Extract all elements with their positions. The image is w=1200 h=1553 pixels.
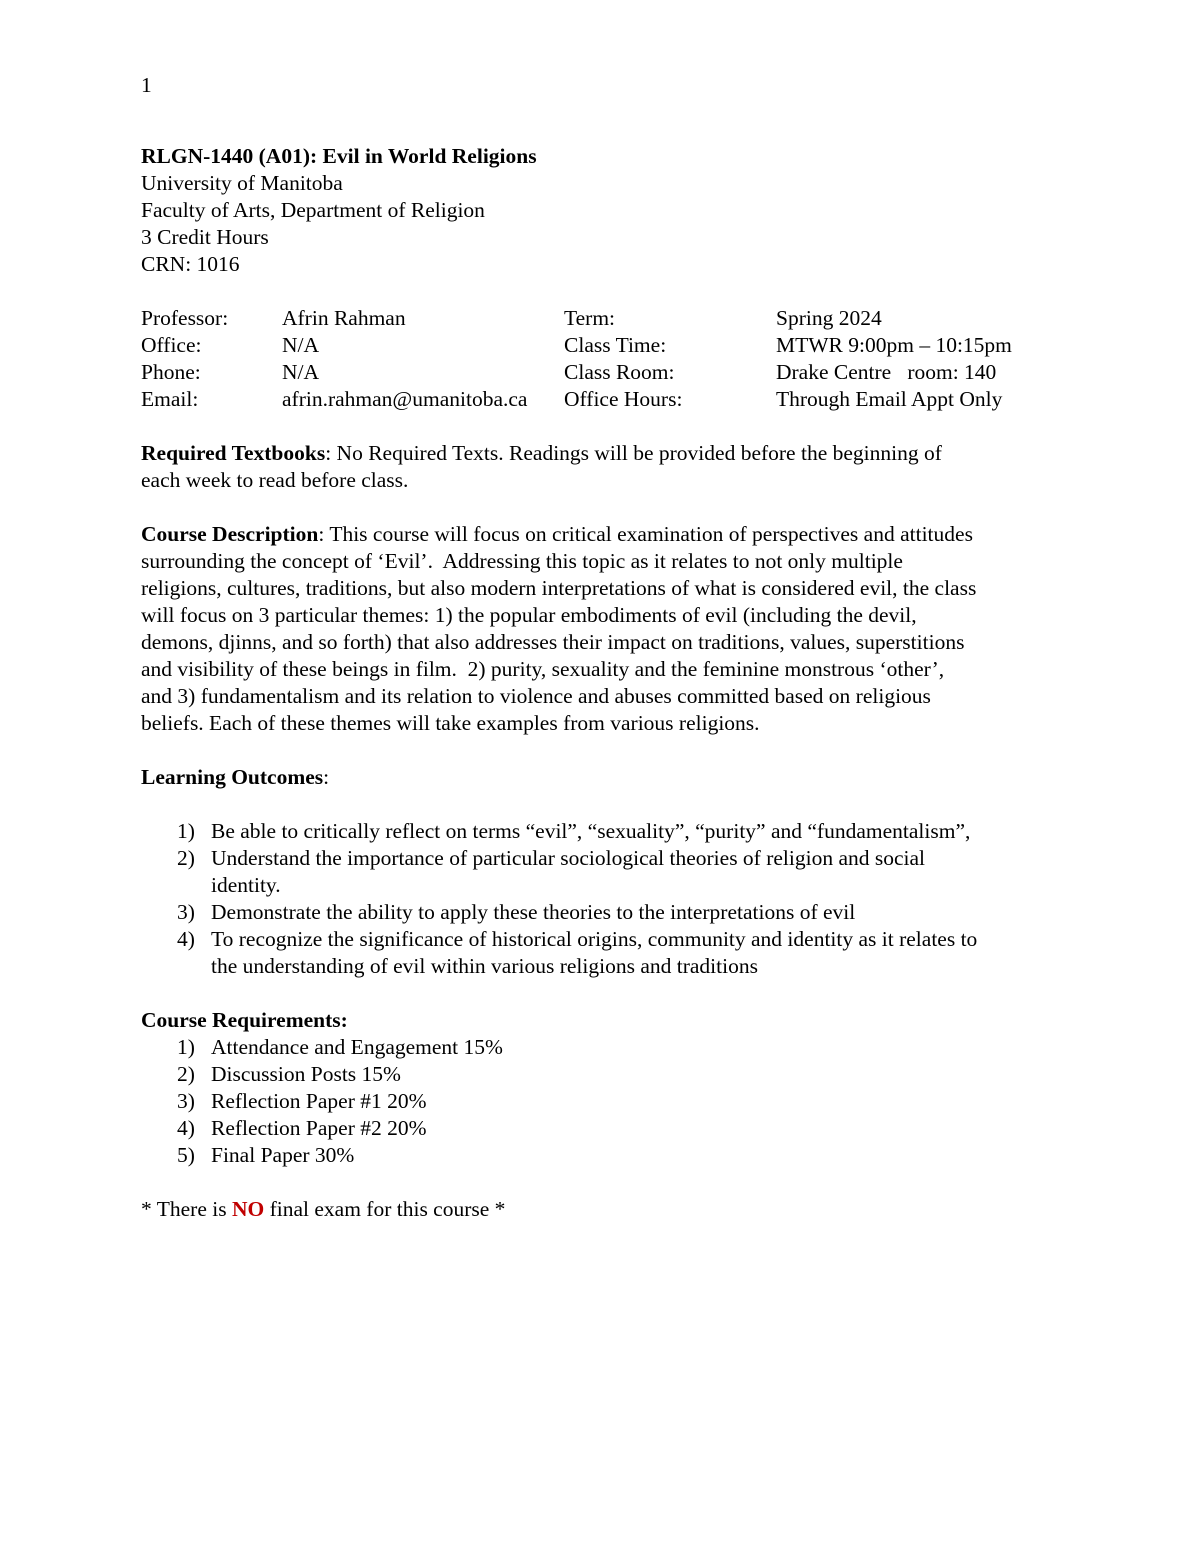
list-item bbox=[141, 1142, 1071, 1169]
list-item-text: Final Paper 30% bbox=[211, 1143, 355, 1167]
list-item-text: the understanding of evil within various religions and traditions bbox=[211, 954, 758, 978]
list-item-text: Be able to critically reflect on terms “evil”, “sexuality”, “purity” and “fundamentalism”, bbox=[211, 819, 971, 843]
required-textbooks-label: Required Textbooks bbox=[141, 441, 326, 465]
list-number: 3) bbox=[177, 900, 195, 924]
course-description-line: demons, djinns, and so forth) that also addresses their impact on traditions, values, superstitions bbox=[141, 630, 965, 654]
list-item-text: Attendance and Engagement 15% bbox=[211, 1035, 503, 1059]
list-number: 4) bbox=[177, 927, 195, 951]
course-description-line: and 3) fundamentalism and its relation to violence and abuses committed based on religious bbox=[141, 684, 931, 708]
professor-value: Afrin Rahman bbox=[282, 306, 406, 330]
course-requirements-list bbox=[141, 1034, 1071, 1169]
list-number: 5) bbox=[177, 1143, 195, 1167]
learning-outcomes-colon: : bbox=[323, 765, 330, 789]
list-item-text: Demonstrate the ability to apply these theories to the interpretations of evil bbox=[211, 900, 856, 924]
final-exam-note bbox=[141, 1196, 1071, 1223]
list-item-text: Reflection Paper #1 20% bbox=[211, 1089, 427, 1113]
list-item-text: To recognize the significance of historical origins, community and identity as it relates to bbox=[211, 927, 978, 951]
course-description-line: religions, cultures, traditions, but also modern interpretations of what is considered evil, the class bbox=[141, 576, 977, 600]
list-item bbox=[141, 845, 1071, 899]
list-number: 1) bbox=[177, 819, 195, 843]
list-number: 2) bbox=[177, 846, 195, 870]
list-number: 2) bbox=[177, 1062, 195, 1086]
list-item-text: Discussion Posts 15% bbox=[211, 1062, 401, 1086]
university-name: University of Manitoba bbox=[141, 171, 343, 195]
course-description-section bbox=[141, 521, 1071, 737]
required-textbooks-text-cont: each week to read before class. bbox=[141, 468, 409, 492]
learning-outcomes-section bbox=[141, 764, 1071, 980]
email-label: Email: bbox=[141, 387, 199, 411]
email-value: afrin.rahman@umanitoba.ca bbox=[282, 387, 528, 411]
class-time-label: Class Time: bbox=[564, 333, 667, 357]
final-exam-note-prefix: * There is bbox=[141, 1197, 232, 1221]
office-hours-label: Office Hours: bbox=[564, 387, 683, 411]
list-number: 4) bbox=[177, 1116, 195, 1140]
learning-outcomes-list bbox=[141, 818, 1071, 980]
class-time-value: MTWR 9:00pm – 10:15pm bbox=[776, 333, 1012, 357]
term-value: Spring 2024 bbox=[776, 306, 882, 330]
office-value: N/A bbox=[282, 333, 320, 357]
list-item-text: Understand the importance of particular sociological theories of religion and social bbox=[211, 846, 926, 870]
list-item bbox=[141, 818, 1071, 845]
course-description-text: : This course will focus on critical examination of perspectives and attitudes bbox=[318, 522, 973, 546]
list-item bbox=[141, 926, 1071, 980]
list-item bbox=[141, 899, 1071, 926]
course-requirements-section bbox=[141, 1007, 1071, 1169]
course-description-label: Course Description bbox=[141, 522, 319, 546]
course-title: RLGN-1440 (A01): Evil in World Religions bbox=[141, 144, 537, 168]
course-description-line: will focus on 3 particular themes: 1) the popular embodiments of evil (including the devil, bbox=[141, 603, 917, 627]
list-item-text: identity. bbox=[211, 873, 281, 897]
crn: CRN: 1016 bbox=[141, 252, 240, 276]
list-item-text: Reflection Paper #2 20% bbox=[211, 1116, 427, 1140]
list-item bbox=[141, 1115, 1071, 1142]
course-requirements-label: Course Requirements: bbox=[141, 1008, 348, 1032]
course-description-line: and visibility of these beings in film. 2) purity, sexuality and the feminine monstrous ‘other’, bbox=[141, 657, 945, 681]
learning-outcomes-label: Learning Outcomes bbox=[141, 765, 324, 789]
phone-label: Phone: bbox=[141, 360, 201, 384]
credit-hours: 3 Credit Hours bbox=[141, 225, 269, 249]
phone-value: N/A bbox=[282, 360, 320, 384]
course-description-line: surrounding the concept of ‘Evil’. Addressing this topic as it relates to not only multiple bbox=[141, 549, 903, 573]
list-number: 3) bbox=[177, 1089, 195, 1113]
office-hours-value: Through Email Appt Only bbox=[776, 387, 1003, 411]
term-label: Term: bbox=[564, 306, 616, 330]
course-info-table bbox=[141, 305, 1071, 413]
class-room-label: Class Room: bbox=[564, 360, 675, 384]
list-number: 1) bbox=[177, 1035, 195, 1059]
faculty-name: Faculty of Arts, Department of Religion bbox=[141, 198, 485, 222]
list-item bbox=[141, 1088, 1071, 1115]
document-body bbox=[141, 143, 1071, 1223]
final-exam-note-emphasis: NO bbox=[231, 1197, 265, 1221]
required-textbooks-section bbox=[141, 440, 1071, 494]
list-item bbox=[141, 1034, 1071, 1061]
class-room-value: Drake Centre room: 140 bbox=[776, 360, 997, 384]
required-textbooks-text: : No Required Texts. Readings will be provided before the beginning of bbox=[325, 441, 942, 465]
office-label: Office: bbox=[141, 333, 202, 357]
list-item bbox=[141, 1061, 1071, 1088]
page-number: 1 bbox=[141, 73, 152, 97]
course-description-line: beliefs. Each of these themes will take examples from various religions. bbox=[141, 711, 760, 735]
final-exam-note-suffix: final exam for this course * bbox=[264, 1197, 506, 1221]
professor-label: Professor: bbox=[141, 306, 229, 330]
